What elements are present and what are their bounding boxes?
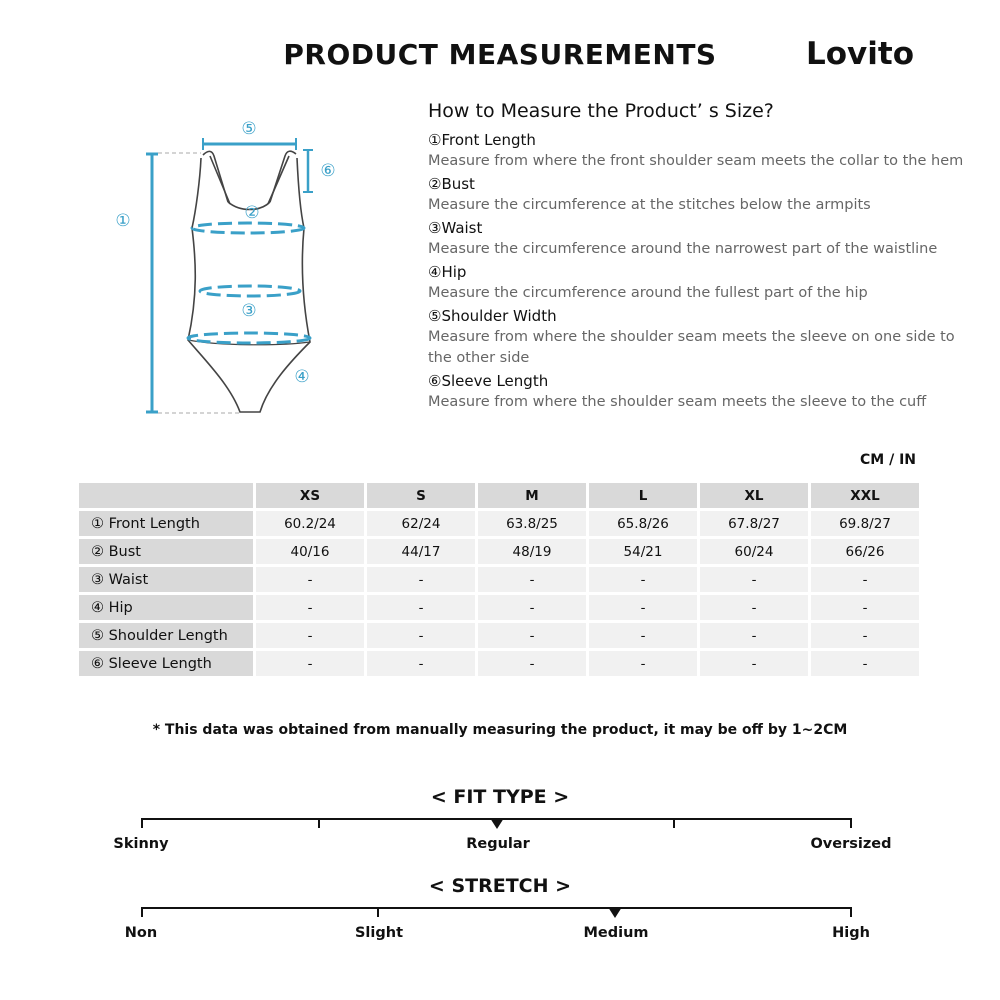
table-cell: - (589, 595, 697, 620)
table-cell: - (367, 567, 475, 592)
measure-name: ③Waist (428, 219, 483, 237)
table-cell: - (700, 623, 808, 648)
size-header: XL (700, 483, 808, 508)
table-cell: 69.8/27 (811, 511, 919, 536)
stretch-indicator (608, 907, 622, 918)
garment-diagram (100, 110, 420, 430)
stretch-label-non: Non (124, 925, 158, 941)
row-label: ⑥ Sleeve Length (79, 651, 253, 676)
size-header: S (367, 483, 475, 508)
units-label: CM / IN (860, 452, 916, 468)
measure-sleeve-length (428, 371, 968, 413)
table-cell: - (256, 651, 364, 676)
stretch-tick (141, 907, 143, 917)
table-row (79, 539, 919, 564)
fit-type-title: < FIT TYPE > (430, 786, 570, 808)
table-cell: - (811, 651, 919, 676)
table-cell: - (478, 595, 586, 620)
brand-logo: Lovito (806, 36, 915, 72)
stretch-tick (377, 907, 379, 917)
table-cell: 44/17 (367, 539, 475, 564)
measure-name: ②Bust (428, 175, 475, 193)
row-label: ② Bust (79, 539, 253, 564)
table-cell: - (478, 651, 586, 676)
how-to-measure-title: How to Measure the Product’ s Size? (428, 100, 774, 122)
stretch-label-medium: Medium (583, 925, 649, 941)
measure-waist (428, 218, 968, 260)
row-label: ④ Hip (79, 595, 253, 620)
table-corner (79, 483, 253, 508)
how-to-measure (428, 100, 968, 415)
table-row (79, 595, 919, 620)
marker-waist: ③ (241, 301, 257, 321)
table-cell: - (700, 567, 808, 592)
table-cell: 63.8/25 (478, 511, 586, 536)
table-cell: - (256, 595, 364, 620)
waist-ellipse (200, 286, 300, 296)
measure-name: ①Front Length (428, 131, 536, 149)
stretch-label-slight: Slight (354, 925, 404, 941)
size-header: M (478, 483, 586, 508)
table-cell: - (589, 623, 697, 648)
fit-type-indicator (490, 818, 504, 829)
measure-front-length (428, 130, 968, 172)
measure-bust (428, 174, 968, 216)
page-title: PRODUCT MEASUREMENTS (283, 38, 717, 71)
marker-sleeve: ⑥ (320, 161, 336, 181)
measure-desc: Measure from where the shoulder seam meets the sleeve to the cuff (428, 394, 927, 410)
table-cell: - (478, 623, 586, 648)
table-cell: - (589, 567, 697, 592)
fit-label-skinny: Skinny (113, 836, 169, 852)
stretch-tick (850, 907, 852, 917)
table-row (79, 623, 919, 648)
table-cell: - (811, 623, 919, 648)
fit-label-oversized: Oversized (810, 836, 892, 852)
measure-desc: Measure from where the front shoulder seam meets the collar to the hem (428, 153, 964, 169)
table-cell: 67.8/27 (700, 511, 808, 536)
table-cell: - (256, 623, 364, 648)
measure-name: ⑤Shoulder Width (428, 307, 557, 325)
table-cell: - (478, 567, 586, 592)
measure-desc: Measure the circumference around the fullest part of the hip (428, 285, 868, 301)
marker-front-length: ① (115, 211, 131, 231)
table-cell: 62/24 (367, 511, 475, 536)
swimsuit-outline (188, 151, 310, 412)
table-header-row (79, 483, 919, 508)
table-cell: - (367, 623, 475, 648)
table-cell: - (367, 651, 475, 676)
table-cell: 65.8/26 (589, 511, 697, 536)
size-header: XS (256, 483, 364, 508)
table-cell: 60.2/24 (256, 511, 364, 536)
stretch-scale-line (141, 907, 852, 909)
measure-desc: Measure the circumference around the narrowest part of the waistline (428, 241, 938, 257)
table-cell: - (811, 567, 919, 592)
marker-bust: ② (244, 203, 260, 223)
table-row (79, 651, 919, 676)
hip-ellipse (188, 333, 310, 343)
table-cell: - (589, 651, 697, 676)
stretch-title: < STRETCH > (428, 875, 572, 897)
table-row (79, 511, 919, 536)
row-label: ⑤ Shoulder Length (79, 623, 253, 648)
table-cell: - (256, 567, 364, 592)
table-cell: 40/16 (256, 539, 364, 564)
size-header: L (589, 483, 697, 508)
row-label: ③ Waist (79, 567, 253, 592)
stretch-label-high: High (832, 925, 870, 941)
measure-name: ④Hip (428, 263, 467, 281)
measure-hip (428, 262, 968, 304)
measure-shoulder-width (428, 306, 968, 369)
size-table (76, 480, 922, 679)
measure-desc: Measure the circumference at the stitches below the armpits (428, 197, 871, 213)
table-cell: - (367, 595, 475, 620)
row-label: ① Front Length (79, 511, 253, 536)
measure-desc: Measure from where the shoulder seam meets the sleeve on one side to the other side (428, 329, 955, 366)
bust-ellipse (192, 223, 304, 233)
measure-name: ⑥Sleeve Length (428, 372, 549, 390)
table-row (79, 567, 919, 592)
size-header: XXL (811, 483, 919, 508)
table-cell: 66/26 (811, 539, 919, 564)
fit-type-tick (673, 818, 675, 828)
fit-type-tick (141, 818, 143, 828)
fit-type-tick (850, 818, 852, 828)
table-cell: - (700, 595, 808, 620)
marker-shoulder: ⑤ (241, 119, 257, 139)
fit-type-tick (318, 818, 320, 828)
fit-label-regular: Regular (466, 836, 530, 852)
measurement-note: * This data was obtained from manually measuring the product, it may be off by 1~2CM (152, 722, 848, 738)
table-cell: - (811, 595, 919, 620)
table-cell: 60/24 (700, 539, 808, 564)
table-cell: 54/21 (589, 539, 697, 564)
table-cell: - (700, 651, 808, 676)
marker-hip: ④ (294, 367, 310, 387)
table-cell: 48/19 (478, 539, 586, 564)
